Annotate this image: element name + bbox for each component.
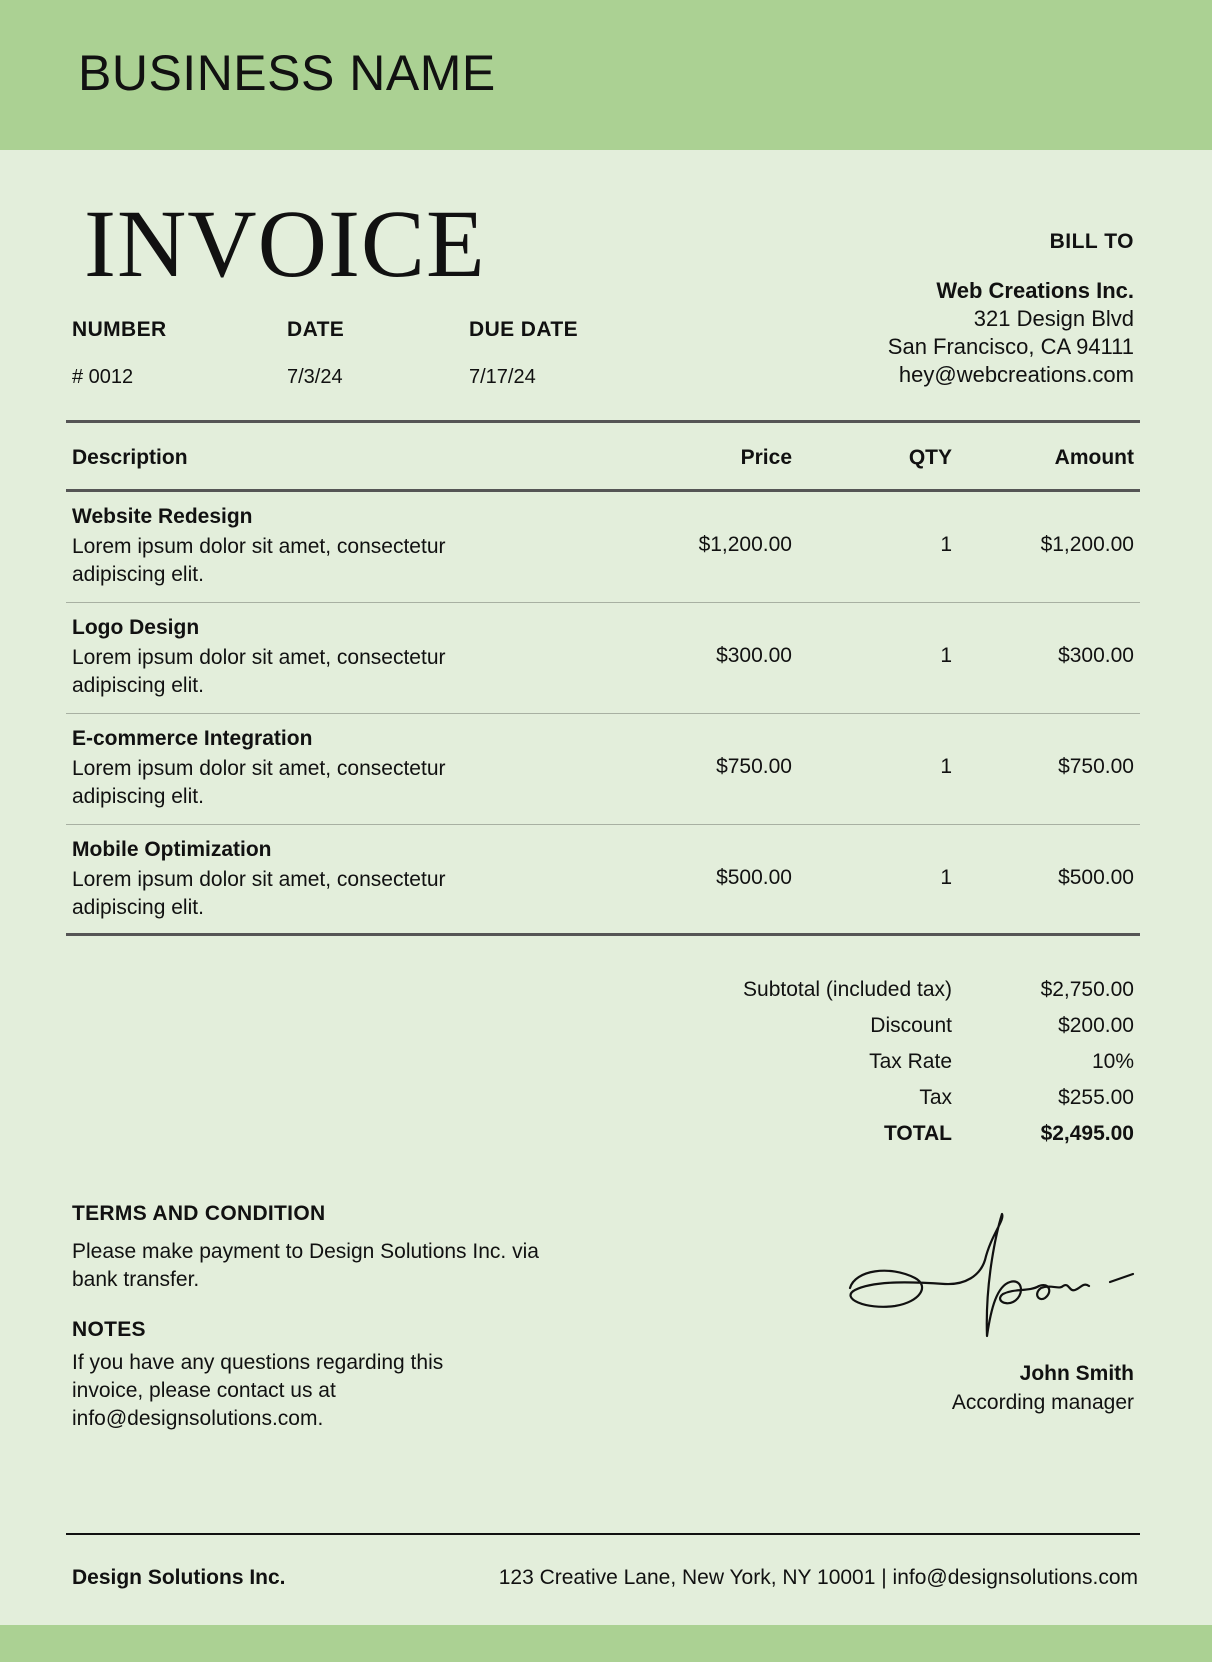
discount-value: $200.00 <box>1058 1014 1134 1037</box>
item-qty: 1 <box>940 533 952 556</box>
notes-text: If you have any questions regarding this invoice, please contact us at info@designsolutions.com. <box>72 1351 444 1430</box>
signature-image <box>845 1210 1135 1350</box>
date-label: DATE <box>287 318 345 341</box>
bill-to-block <box>888 277 1134 389</box>
header-band <box>0 0 1212 150</box>
item-description: Lorem ipsum dolor sit amet, consectetur adipiscing elit. <box>72 535 446 586</box>
item-price: $500.00 <box>716 866 792 889</box>
table-row <box>0 832 1212 942</box>
tax-value: $255.00 <box>1058 1086 1134 1109</box>
subtotal-value: $2,750.00 <box>1040 978 1134 1001</box>
row-divider <box>66 824 1140 825</box>
total-label: TOTAL <box>883 1122 952 1145</box>
bill-to-label: BILL TO <box>1049 230 1134 253</box>
item-name: Mobile Optimization <box>72 838 272 861</box>
signer-role: According manager <box>951 1391 1134 1414</box>
item-amount: $500.00 <box>1058 866 1134 889</box>
tax-label: Tax <box>919 1086 952 1109</box>
invoice-title: INVOICE <box>84 190 486 297</box>
bill-to-email: hey@webcreations.com <box>898 362 1134 387</box>
table-row <box>0 721 1212 831</box>
notes-title: NOTES <box>72 1318 146 1341</box>
bill-to-city: San Francisco, CA 94111 <box>887 334 1134 359</box>
item-amount: $300.00 <box>1058 644 1134 667</box>
table-top-rule <box>66 420 1140 423</box>
item-qty: 1 <box>940 644 952 667</box>
header-price: Price <box>740 446 792 469</box>
item-qty: 1 <box>940 755 952 778</box>
terms-title: TERMS AND CONDITION <box>72 1202 326 1225</box>
tax-rate-label: Tax Rate <box>869 1050 952 1073</box>
number-label: NUMBER <box>72 318 167 341</box>
item-name: Website Redesign <box>72 505 253 528</box>
terms-text: Please make payment to Design Solutions Inc. via bank transfer. <box>72 1240 539 1291</box>
signer-name: John Smith <box>1019 1362 1134 1385</box>
due-date-label: DUE DATE <box>469 318 578 341</box>
footer-band <box>0 1625 1212 1662</box>
table-header-rule <box>66 489 1140 492</box>
item-name: E-commerce Integration <box>72 727 313 750</box>
total-value: $2,495.00 <box>1040 1122 1134 1145</box>
item-amount: $1,200.00 <box>1040 533 1134 556</box>
tax-rate-value: 10% <box>1091 1050 1134 1073</box>
table-row <box>0 610 1212 720</box>
item-price: $300.00 <box>716 644 792 667</box>
item-name: Logo Design <box>72 616 200 639</box>
date-value: 7/3/24 <box>287 366 343 388</box>
item-amount: $750.00 <box>1058 755 1134 778</box>
item-description: Lorem ipsum dolor sit amet, consectetur adipiscing elit. <box>72 868 446 919</box>
row-divider <box>66 713 1140 714</box>
table-bottom-rule <box>66 933 1140 936</box>
number-value: # 0012 <box>72 366 134 388</box>
business-name: BUSINESS NAME <box>78 45 496 101</box>
item-description: Lorem ipsum dolor sit amet, consectetur adipiscing elit. <box>72 646 446 697</box>
bill-to-company: Web Creations Inc. <box>936 278 1134 303</box>
header-qty: QTY <box>908 446 952 469</box>
discount-label: Discount <box>870 1014 952 1037</box>
bill-to-address: 321 Design Blvd <box>973 306 1134 331</box>
due-date-value: 7/17/24 <box>469 366 536 388</box>
header-amount: Amount <box>1054 446 1134 469</box>
item-qty: 1 <box>940 866 952 889</box>
footer-company: Design Solutions Inc. <box>72 1566 286 1589</box>
item-description: Lorem ipsum dolor sit amet, consectetur adipiscing elit. <box>72 757 446 808</box>
table-row <box>0 499 1212 609</box>
footer-address: 123 Creative Lane, New York, NY 10001 | info@designsolutions.com <box>498 1566 1138 1589</box>
subtotal-label: Subtotal (included tax) <box>743 978 952 1001</box>
item-price: $750.00 <box>716 755 792 778</box>
footer-rule <box>66 1533 1140 1535</box>
row-divider <box>66 602 1140 603</box>
header-description: Description <box>72 446 188 469</box>
item-price: $1,200.00 <box>698 533 792 556</box>
